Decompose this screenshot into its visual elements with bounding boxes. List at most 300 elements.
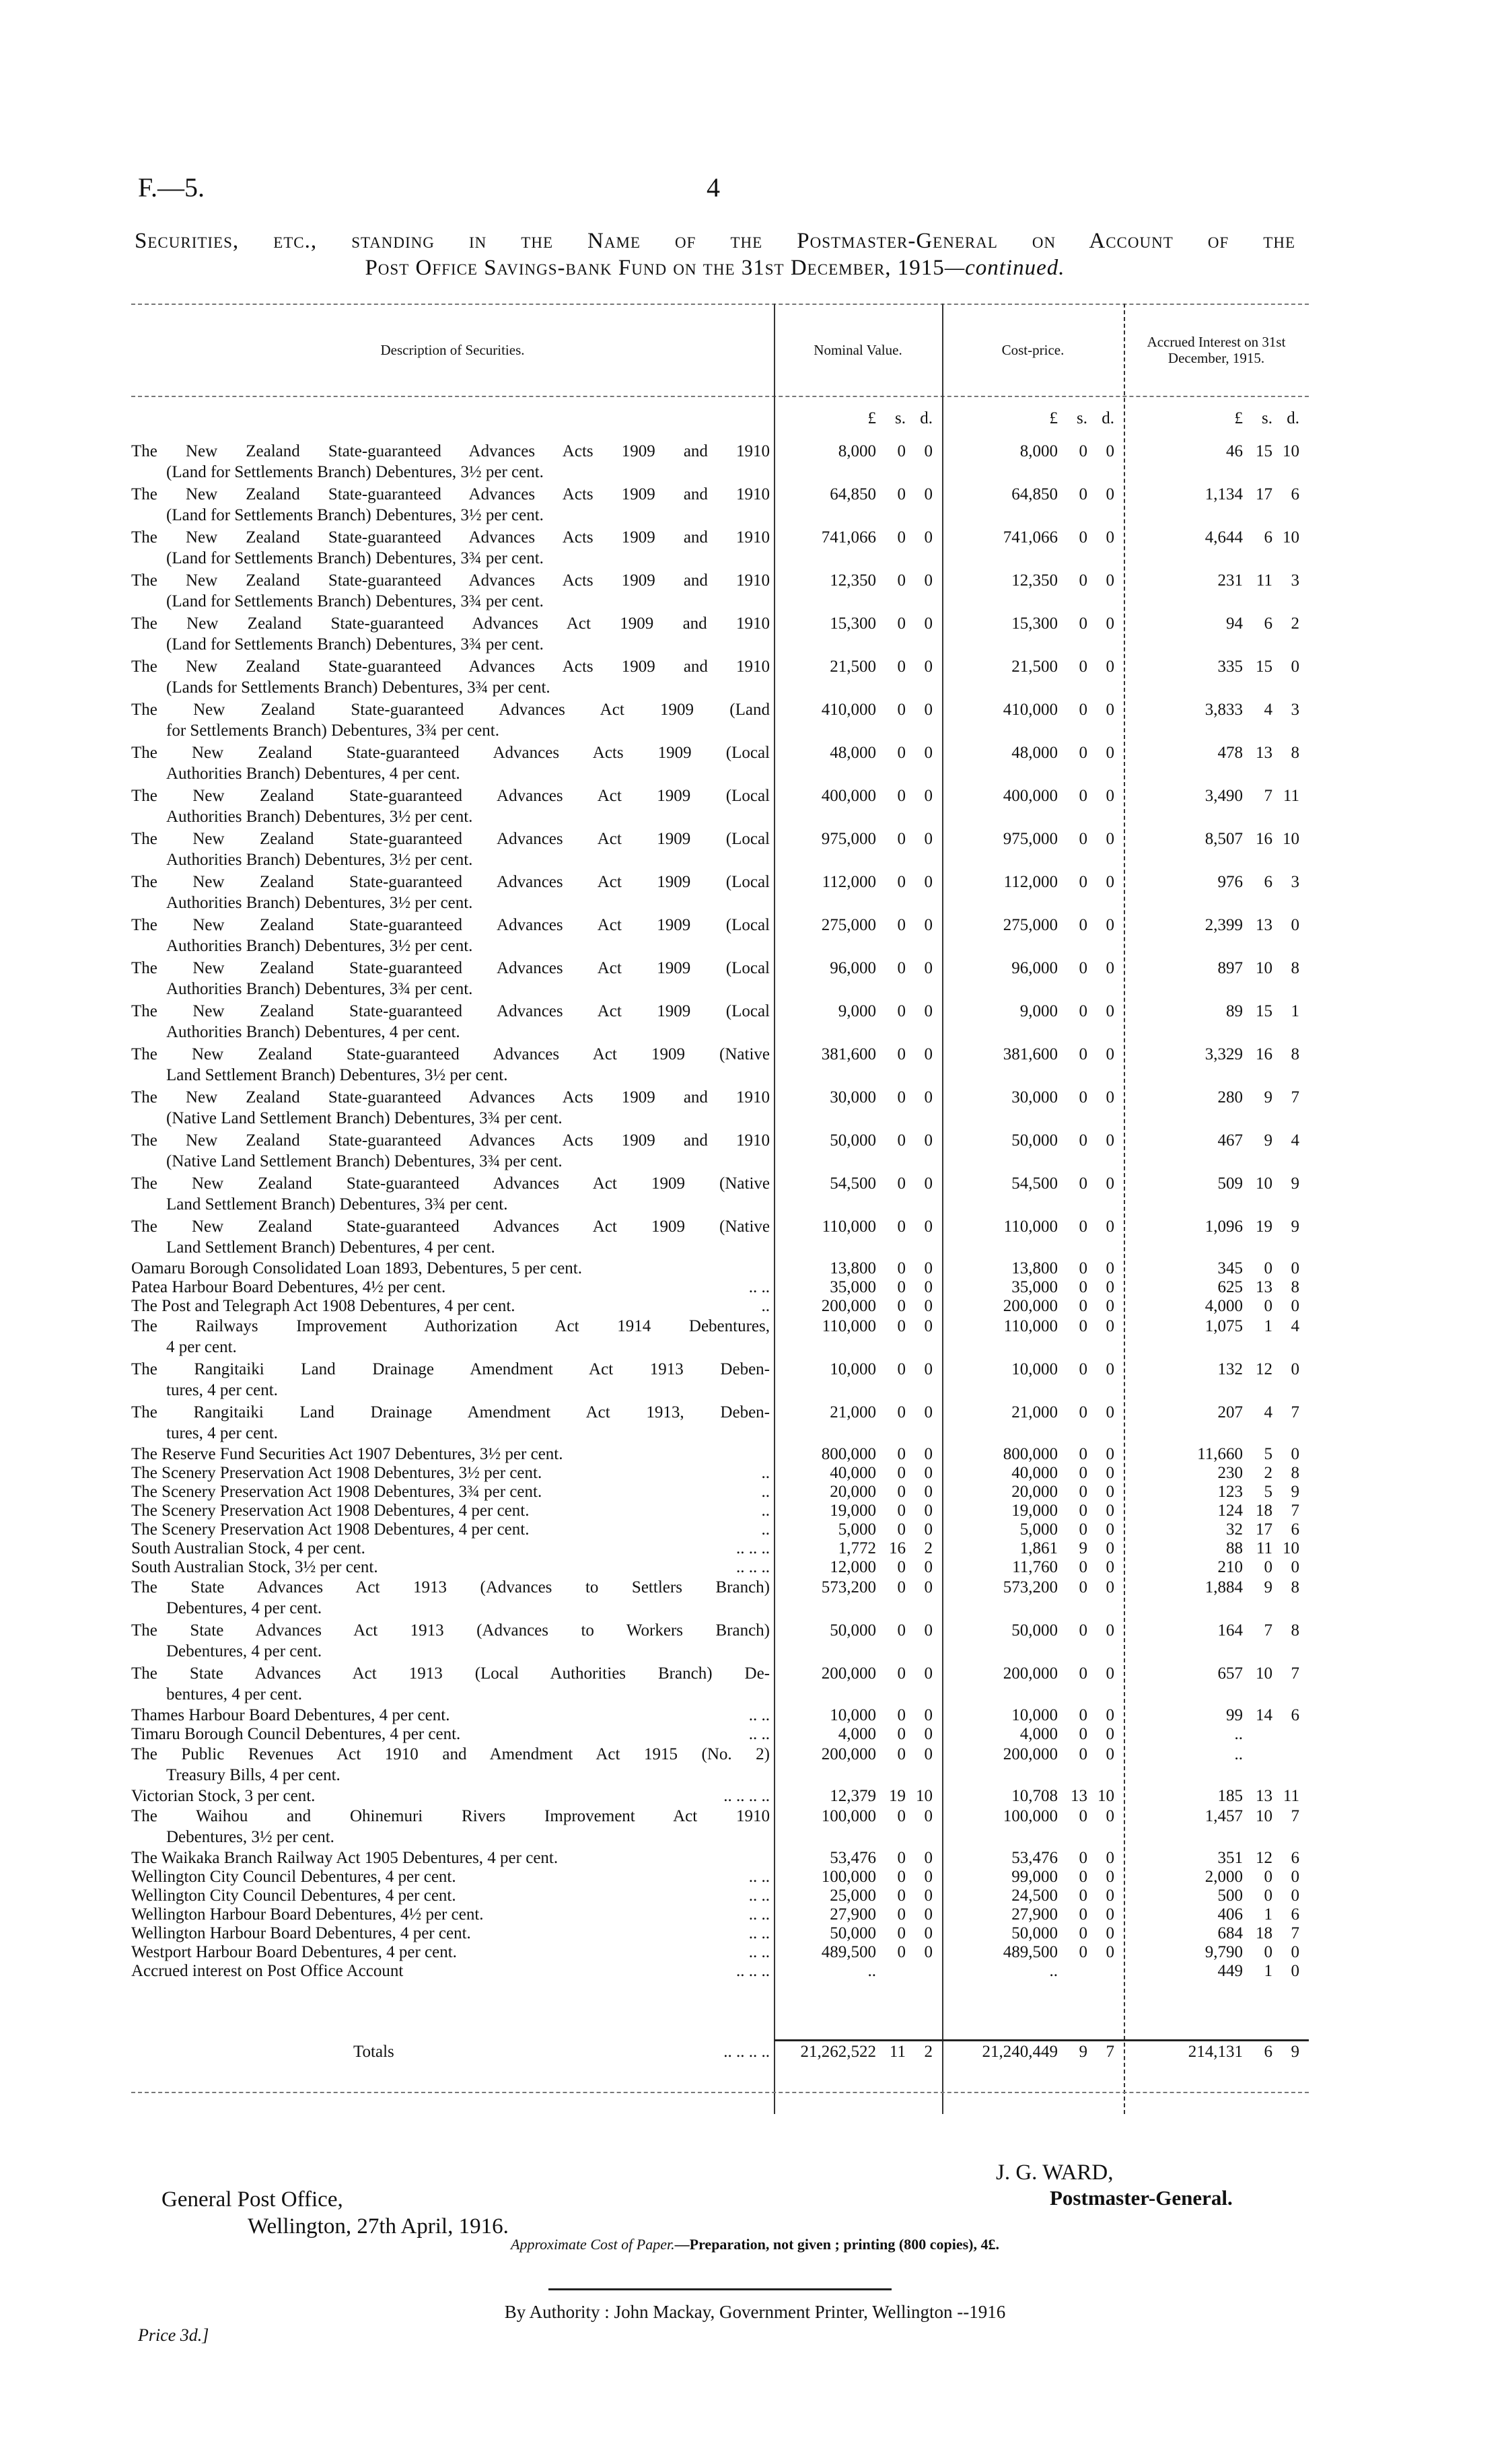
accrued-interest bbox=[1124, 613, 1309, 656]
shillings: 0 bbox=[1264, 1297, 1272, 1315]
cost-price bbox=[942, 1806, 1124, 1849]
description-line: The Railways Improvement Authorization Act 1914 Debentures, bbox=[131, 1317, 770, 1335]
pounds: 210 bbox=[1217, 1558, 1243, 1576]
pence: 0 bbox=[1106, 1520, 1114, 1539]
description-text: The Scenery Preservation Act 1908 Debentures, 3¾ per cent. bbox=[131, 1483, 542, 1501]
pounds: 4,000 bbox=[1205, 1297, 1243, 1315]
accrued-interest bbox=[1124, 1744, 1309, 1787]
accrued-interest bbox=[1124, 1868, 1309, 1887]
description-line: The State Advances Act 1913 (Local Authorities Branch) De- bbox=[131, 1664, 770, 1683]
dot-leader: .. bbox=[761, 1464, 770, 1482]
shillings: 1 bbox=[1264, 1962, 1272, 1980]
security-description bbox=[131, 1577, 774, 1620]
nominal-value bbox=[774, 1924, 942, 1943]
table-row bbox=[131, 441, 1309, 484]
description-line: The New Zealand State-guaranteed Advances Act 1909 (Local bbox=[131, 1002, 770, 1020]
shillings: 0 bbox=[897, 1725, 906, 1743]
cost-price bbox=[942, 484, 1124, 527]
shillings: 0 bbox=[897, 1943, 906, 1961]
security-description bbox=[131, 1483, 774, 1502]
pence: 0 bbox=[924, 1464, 933, 1482]
pounds: 27,900 bbox=[830, 1905, 876, 1924]
dot-leader: .. .. .. bbox=[736, 1558, 770, 1576]
nominal-value bbox=[774, 613, 942, 656]
total-nominal bbox=[774, 2043, 942, 2062]
pounds: 32 bbox=[1226, 1520, 1243, 1539]
shillings: 0 bbox=[1079, 614, 1087, 633]
table-row bbox=[131, 1259, 1309, 1278]
pounds: 110,000 bbox=[1003, 1317, 1058, 1335]
description-line bbox=[131, 1558, 770, 1577]
shillings: 0 bbox=[1079, 1725, 1087, 1743]
title-continued: —continued. bbox=[944, 256, 1065, 280]
shillings: 11 bbox=[1256, 1539, 1272, 1557]
cost-price bbox=[942, 1520, 1124, 1539]
pounds: 280 bbox=[1217, 1088, 1243, 1106]
shillings: 0 bbox=[897, 1745, 906, 1763]
table-row bbox=[131, 1620, 1309, 1663]
shillings: 0 bbox=[897, 787, 906, 805]
pence: 0 bbox=[1106, 916, 1114, 934]
nominal-value bbox=[774, 1725, 942, 1744]
price: Price 3d.] bbox=[138, 2325, 209, 2345]
pounds: 96,000 bbox=[830, 959, 876, 977]
description-line: The State Advances Act 1913 (Advances to Settlers Branch) bbox=[131, 1578, 770, 1596]
pounds: 50,000 bbox=[1011, 1621, 1058, 1640]
dot-leader: .. .. .. .. bbox=[723, 1787, 770, 1805]
nominal-value bbox=[774, 1297, 942, 1316]
shillings: 0 bbox=[1079, 1259, 1087, 1277]
pounds: 975,000 bbox=[1003, 830, 1058, 848]
accrued-interest bbox=[1124, 1502, 1309, 1520]
pounds: 657 bbox=[1217, 1664, 1243, 1683]
description-line: The New Zealand State-guaranteed Advances Acts 1909 and 1910 bbox=[131, 528, 770, 547]
pence: 10 bbox=[1283, 528, 1299, 547]
security-description bbox=[131, 1087, 774, 1130]
pounds: 8,507 bbox=[1205, 830, 1243, 848]
table-row bbox=[131, 613, 1309, 656]
pence: 0 bbox=[924, 1520, 933, 1539]
description-continuation: (Land for Settlements Branch) Debentures, 3¾ per cent. bbox=[166, 635, 544, 654]
shillings: 0 bbox=[897, 1088, 906, 1106]
description-line bbox=[131, 1887, 770, 1905]
pence: 0 bbox=[1106, 442, 1114, 460]
pence: 0 bbox=[924, 1924, 933, 1942]
description-line: The New Zealand State-guaranteed Advances Acts 1909 and 1910 bbox=[131, 571, 770, 590]
description-continuation: 4 per cent. bbox=[166, 1338, 237, 1356]
description-text: The Scenery Preservation Act 1908 Debentures, 3½ per cent. bbox=[131, 1464, 542, 1482]
table-row bbox=[131, 1943, 1309, 1962]
nominal-value bbox=[774, 1464, 942, 1483]
shillings: 0 bbox=[1079, 1317, 1087, 1335]
pence: 0 bbox=[1291, 1887, 1299, 1905]
security-description bbox=[131, 1924, 774, 1943]
document-reference: F.—5. bbox=[138, 172, 205, 203]
shillings: 0 bbox=[897, 658, 906, 676]
accrued-interest bbox=[1124, 1849, 1309, 1868]
description-line: The New Zealand State-guaranteed Advances Act 1909 (Native bbox=[131, 1218, 770, 1236]
pounds: 12,000 bbox=[830, 1558, 876, 1576]
nominal-value bbox=[774, 785, 942, 829]
shillings: 14 bbox=[1256, 1706, 1272, 1724]
accrued-interest bbox=[1124, 1087, 1309, 1130]
pounds: 489,500 bbox=[1003, 1943, 1058, 1961]
pounds: 21,000 bbox=[830, 1403, 876, 1421]
pence: 9 bbox=[1291, 1218, 1299, 1236]
pence: 0 bbox=[1106, 1297, 1114, 1315]
accrued-interest bbox=[1124, 1577, 1309, 1620]
pounds: 96,000 bbox=[1011, 959, 1058, 977]
pounds: 2,000 bbox=[1205, 1868, 1243, 1886]
shillings: 0 bbox=[1079, 916, 1087, 934]
nominal-value bbox=[774, 1278, 942, 1297]
pounds: 230 bbox=[1217, 1464, 1243, 1482]
shillings: 0 bbox=[1079, 1849, 1087, 1867]
description-line: The New Zealand State-guaranteed Advances Act 1909 (Local bbox=[131, 873, 770, 891]
security-description bbox=[131, 1502, 774, 1520]
pounds: 110,000 bbox=[822, 1218, 876, 1236]
table-row bbox=[131, 1001, 1309, 1044]
table-row bbox=[131, 1464, 1309, 1483]
pounds: 573,200 bbox=[821, 1578, 876, 1596]
pence: 0 bbox=[924, 1088, 933, 1106]
pence: 6 bbox=[1291, 485, 1299, 503]
pence: 2 bbox=[924, 1539, 933, 1557]
pence: 0 bbox=[1106, 1317, 1114, 1335]
pounds: 54,500 bbox=[1011, 1174, 1058, 1193]
pounds: 800,000 bbox=[821, 1445, 876, 1463]
pounds: 214,131 bbox=[1188, 2043, 1243, 2061]
pence: 0 bbox=[1291, 1962, 1299, 1980]
pounds: 25,000 bbox=[830, 1887, 876, 1905]
table-row bbox=[131, 1849, 1309, 1868]
description-text: Thames Harbour Board Debentures, 4 per cent. bbox=[131, 1706, 450, 1724]
dot-leader: .. .. bbox=[748, 1943, 770, 1961]
pounds: 21,262,522 bbox=[800, 2043, 876, 2061]
pounds: 406 bbox=[1217, 1905, 1243, 1924]
pounds: 684 bbox=[1217, 1924, 1243, 1942]
description-continuation: Authorities Branch) Debentures, 3½ per cent. bbox=[166, 937, 473, 955]
table-row bbox=[131, 1663, 1309, 1706]
pounds: 1,884 bbox=[1205, 1578, 1243, 1596]
cost-price bbox=[942, 1483, 1124, 1502]
description-text: Wellington City Council Debentures, 4 per cent. bbox=[131, 1868, 456, 1886]
shillings bbox=[1058, 1962, 1087, 1981]
accrued-interest bbox=[1124, 1316, 1309, 1359]
cost-of-paper-text: —Preparation, not given ; printing (800 copies), 4£. bbox=[674, 2236, 999, 2253]
shillings: 0 bbox=[1079, 1483, 1087, 1501]
description-text: Wellington City Council Debentures, 4 per cent. bbox=[131, 1887, 456, 1905]
accrued-interest bbox=[1124, 1887, 1309, 1905]
pence: 4 bbox=[1291, 1317, 1299, 1335]
pounds: 19,000 bbox=[1011, 1502, 1058, 1520]
pounds: 976 bbox=[1217, 873, 1243, 891]
shillings: 4 bbox=[1264, 701, 1272, 719]
shillings: 0 bbox=[1079, 1278, 1087, 1296]
shillings: 0 bbox=[897, 1849, 906, 1867]
table-row bbox=[131, 1539, 1309, 1558]
pounds: 351 bbox=[1217, 1849, 1243, 1867]
shillings: 0 bbox=[1079, 1868, 1087, 1886]
pence: 0 bbox=[1106, 1745, 1114, 1763]
units-header bbox=[942, 409, 1124, 428]
table-row bbox=[131, 570, 1309, 613]
pence: 0 bbox=[924, 1174, 933, 1193]
table-row bbox=[131, 1962, 1309, 1981]
pence: 0 bbox=[924, 1807, 933, 1825]
pence: 0 bbox=[1106, 959, 1114, 977]
shillings: 0 bbox=[1079, 1403, 1087, 1421]
description-text: Wellington Harbour Board Debentures, 4 per cent. bbox=[131, 1924, 471, 1942]
cost-price bbox=[942, 1445, 1124, 1464]
cost-price bbox=[942, 1943, 1124, 1962]
description-continuation: bentures, 4 per cent. bbox=[166, 1685, 303, 1703]
pounds: 200,000 bbox=[1003, 1664, 1058, 1683]
security-description bbox=[131, 1725, 774, 1744]
pounds: 48,000 bbox=[830, 744, 876, 762]
pounds: 50,000 bbox=[1011, 1924, 1058, 1942]
description-line bbox=[131, 1943, 770, 1962]
description-line: The New Zealand State-guaranteed Advances Act 1909 (Native bbox=[131, 1174, 770, 1193]
shillings: 0 bbox=[1264, 1868, 1272, 1886]
cost-price bbox=[942, 1402, 1124, 1445]
security-description bbox=[131, 1706, 774, 1725]
shillings: 4 bbox=[1264, 1403, 1272, 1421]
security-description bbox=[131, 1558, 774, 1577]
security-description bbox=[131, 1001, 774, 1044]
description-line: The New Zealand State-guaranteed Advances Act 1909 (Local bbox=[131, 959, 770, 977]
shillings: 0 bbox=[897, 614, 906, 633]
pounds: 1,861 bbox=[1019, 1539, 1058, 1557]
accrued-interest bbox=[1124, 1173, 1309, 1216]
pounds: 8,000 bbox=[838, 442, 876, 460]
pounds: 200,000 bbox=[821, 1297, 876, 1315]
pence: 0 bbox=[924, 1706, 933, 1724]
description-line: The Waikaka Branch Railway Act 1905 Debentures, 4 per cent. bbox=[131, 1849, 559, 1867]
security-description bbox=[131, 785, 774, 829]
table-row bbox=[131, 1173, 1309, 1216]
shillings: 0 bbox=[897, 442, 906, 460]
pence: 0 bbox=[1106, 744, 1114, 762]
shillings: 0 bbox=[897, 1483, 906, 1501]
pence: 0 bbox=[1106, 1218, 1114, 1236]
table-row bbox=[131, 1359, 1309, 1402]
description-line bbox=[131, 1706, 770, 1725]
pence: 10 bbox=[1098, 1787, 1114, 1805]
nominal-value bbox=[774, 1402, 942, 1445]
security-description bbox=[131, 1905, 774, 1924]
nominal-value bbox=[774, 1539, 942, 1558]
pounds: 54,500 bbox=[830, 1174, 876, 1193]
pounds: 50,000 bbox=[1011, 1131, 1058, 1150]
pence: 0 bbox=[1291, 1943, 1299, 1961]
cost-price bbox=[942, 1359, 1124, 1402]
pence bbox=[906, 1962, 933, 1981]
pounds: 3,329 bbox=[1205, 1045, 1243, 1063]
shillings: 10 bbox=[1256, 1807, 1272, 1825]
security-description bbox=[131, 1539, 774, 1558]
pounds: 99 bbox=[1226, 1706, 1243, 1724]
shillings: 0 bbox=[897, 1621, 906, 1640]
pounds: 275,000 bbox=[821, 916, 876, 934]
description-line bbox=[131, 1297, 770, 1316]
nominal-value bbox=[774, 1744, 942, 1787]
pence-unit: d. bbox=[920, 409, 933, 427]
pence: 0 bbox=[924, 1558, 933, 1576]
totals-label: Totals bbox=[353, 2043, 394, 2061]
description-text: The Post and Telegraph Act 1908 Debentures, 4 per cent. bbox=[131, 1297, 515, 1315]
shillings: 5 bbox=[1264, 1445, 1272, 1463]
nominal-value bbox=[774, 915, 942, 958]
pence: 0 bbox=[1106, 1539, 1114, 1557]
pence: 0 bbox=[924, 787, 933, 805]
pence: 7 bbox=[1291, 1088, 1299, 1106]
pence: 0 bbox=[1106, 1174, 1114, 1193]
pounds: 10,708 bbox=[1011, 1787, 1058, 1805]
pounds: 467 bbox=[1217, 1131, 1243, 1150]
pence: 8 bbox=[1291, 1621, 1299, 1640]
cost-price bbox=[942, 1502, 1124, 1520]
accrued-interest bbox=[1124, 1464, 1309, 1483]
pounds: 381,600 bbox=[1003, 1045, 1058, 1063]
footer-rule bbox=[548, 2288, 892, 2290]
dot-leader: .. .. .. bbox=[736, 1539, 770, 1557]
pence: 0 bbox=[1106, 1360, 1114, 1378]
pence: 0 bbox=[924, 1502, 933, 1520]
accrued-interest bbox=[1124, 1962, 1309, 1981]
cost-price bbox=[942, 1663, 1124, 1706]
security-description bbox=[131, 1044, 774, 1087]
shillings: 0 bbox=[897, 1905, 906, 1924]
accrued-interest bbox=[1124, 1445, 1309, 1464]
cost-price bbox=[942, 527, 1124, 570]
pounds: 345 bbox=[1217, 1259, 1243, 1277]
pounds: 3,490 bbox=[1205, 787, 1243, 805]
pence: 7 bbox=[1291, 1502, 1299, 1520]
description-line bbox=[131, 1278, 770, 1297]
units-header bbox=[1124, 409, 1309, 428]
table-row bbox=[131, 1806, 1309, 1849]
pounds: 64,850 bbox=[1011, 485, 1058, 503]
pounds: 12,350 bbox=[830, 571, 876, 590]
pounds: 88 bbox=[1226, 1539, 1243, 1557]
table-row bbox=[131, 958, 1309, 1001]
security-description bbox=[131, 441, 774, 484]
nominal-value bbox=[774, 699, 942, 742]
cost-price bbox=[942, 742, 1124, 785]
pounds: 10,000 bbox=[1011, 1360, 1058, 1378]
accrued-interest bbox=[1124, 915, 1309, 958]
security-description bbox=[131, 1316, 774, 1359]
pounds: 35,000 bbox=[830, 1278, 876, 1296]
description-continuation: tures, 4 per cent. bbox=[166, 1424, 278, 1442]
description-text: Accrued interest on Post Office Account bbox=[131, 1962, 404, 1980]
pence: 0 bbox=[924, 1849, 933, 1867]
pence: 8 bbox=[1291, 1578, 1299, 1596]
description-line bbox=[131, 1962, 770, 1981]
pence: 0 bbox=[924, 1943, 933, 1961]
nominal-value bbox=[774, 1787, 942, 1806]
pounds: 381,600 bbox=[821, 1045, 876, 1063]
column-header-description: Description of Securities. bbox=[380, 341, 525, 358]
pounds: 489,500 bbox=[821, 1943, 876, 1961]
nominal-value bbox=[774, 1001, 942, 1044]
description-continuation: Authorities Branch) Debentures, 3½ per cent. bbox=[166, 851, 473, 869]
pounds: 12,350 bbox=[1011, 571, 1058, 590]
shillings: 0 bbox=[1079, 442, 1087, 460]
security-description bbox=[131, 1445, 774, 1464]
accrued-interest bbox=[1124, 1402, 1309, 1445]
shillings: 19 bbox=[889, 1787, 906, 1805]
nominal-value bbox=[774, 1887, 942, 1905]
description-text: South Australian Stock, 4 per cent. bbox=[131, 1539, 365, 1557]
pounds: 50,000 bbox=[830, 1924, 876, 1942]
accrued-interest bbox=[1124, 1216, 1309, 1259]
pence: 0 bbox=[1106, 1706, 1114, 1724]
dot-leader: .. .. .. .. bbox=[723, 2043, 770, 2061]
pence: 0 bbox=[924, 1621, 933, 1640]
pounds: 9,000 bbox=[1019, 1002, 1058, 1020]
shillings: 0 bbox=[897, 1278, 906, 1296]
title-line-2-text: Post Office Savings-bank Fund on the 31st December, 1915 bbox=[365, 256, 945, 280]
security-description bbox=[131, 570, 774, 613]
cost-price bbox=[942, 1316, 1124, 1359]
shillings: 18 bbox=[1256, 1924, 1272, 1942]
pence: 6 bbox=[1291, 1905, 1299, 1924]
shillings: 16 bbox=[1256, 830, 1272, 848]
description-text: Timaru Borough Council Debentures, 4 per cent. bbox=[131, 1725, 461, 1743]
pence: 0 bbox=[924, 1259, 933, 1277]
security-description bbox=[131, 872, 774, 915]
shillings: 0 bbox=[897, 1131, 906, 1150]
security-description bbox=[131, 527, 774, 570]
table-row bbox=[131, 1558, 1309, 1577]
pounds: 64,850 bbox=[830, 485, 876, 503]
table-row bbox=[131, 1706, 1309, 1725]
pounds: 897 bbox=[1217, 959, 1243, 977]
cost-price bbox=[942, 1216, 1124, 1259]
shillings: 0 bbox=[897, 1403, 906, 1421]
shillings: 10 bbox=[1256, 1664, 1272, 1683]
pence: 0 bbox=[1106, 873, 1114, 891]
shillings bbox=[1243, 1725, 1272, 1744]
table-row bbox=[131, 1216, 1309, 1259]
nominal-value bbox=[774, 656, 942, 699]
shillings: 1 bbox=[1264, 1905, 1272, 1924]
pounds: 112,000 bbox=[1003, 873, 1058, 891]
pounds: 112,000 bbox=[822, 873, 876, 891]
nominal-value bbox=[774, 484, 942, 527]
pounds: 100,000 bbox=[821, 1807, 876, 1825]
pence: 11 bbox=[1283, 1787, 1299, 1805]
shillings: 19 bbox=[1256, 1218, 1272, 1236]
accrued-interest bbox=[1124, 1787, 1309, 1806]
cost-price bbox=[942, 570, 1124, 613]
shillings: 0 bbox=[1264, 1558, 1272, 1576]
shillings: 9 bbox=[1264, 1578, 1272, 1596]
pounds: .. bbox=[1234, 1745, 1243, 1763]
pounds: 12,379 bbox=[830, 1787, 876, 1805]
pence: 0 bbox=[924, 1045, 933, 1063]
pence: 0 bbox=[1291, 658, 1299, 676]
pounds: 132 bbox=[1217, 1360, 1243, 1378]
security-description bbox=[131, 1278, 774, 1297]
pence: 0 bbox=[1291, 1868, 1299, 1886]
pence: 8 bbox=[1291, 1464, 1299, 1482]
pounds: 21,240,449 bbox=[982, 2043, 1058, 2061]
shillings: 0 bbox=[897, 1002, 906, 1020]
shillings: 10 bbox=[1256, 1174, 1272, 1193]
